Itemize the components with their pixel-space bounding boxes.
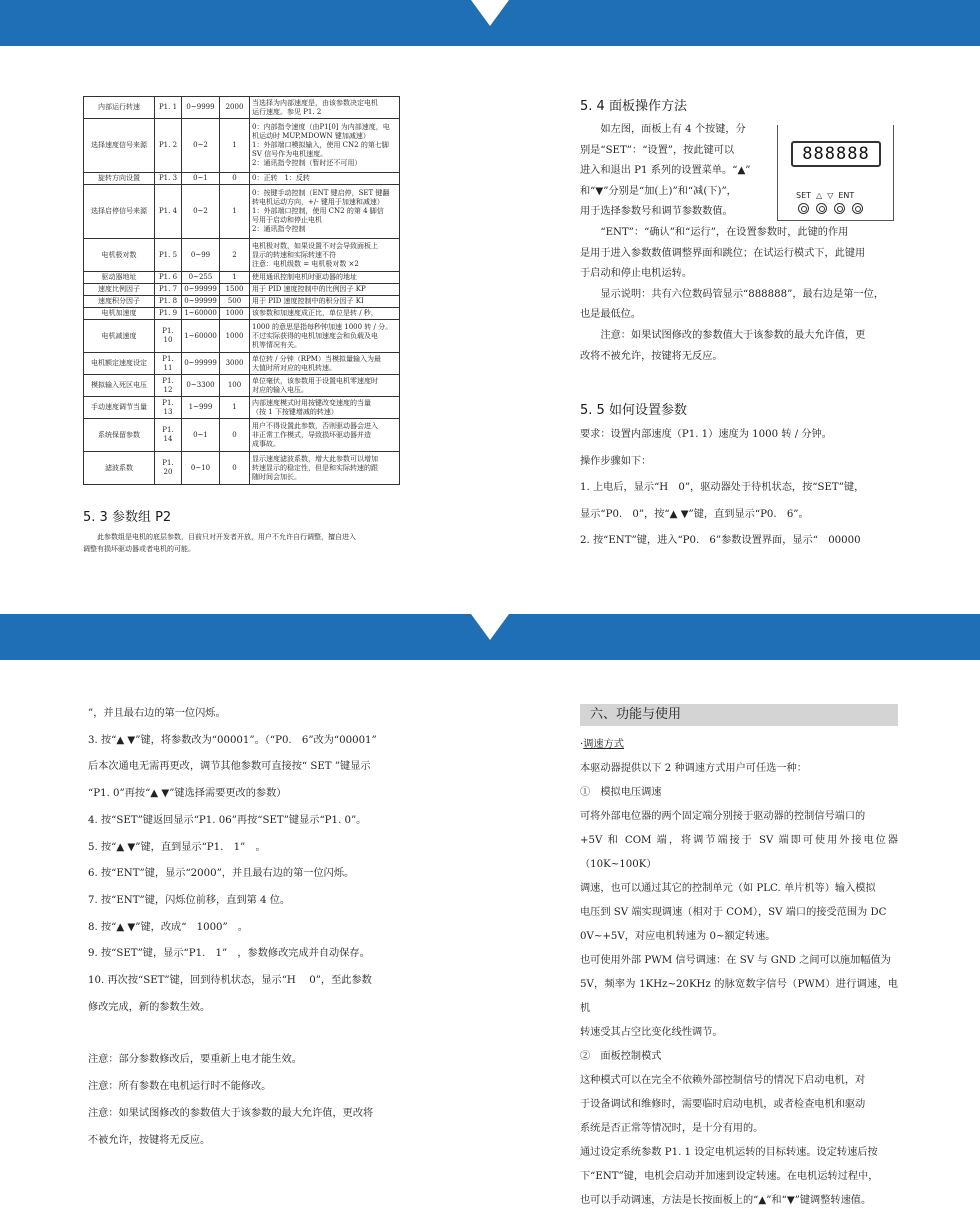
description-line: 0：按键手动控制（ENT 键启停，SET 键翻 [252,189,390,197]
text-line: 这种模式可以在完全不依赖外部控制信号的情况下启动电机，对 [580,1075,866,1086]
param-code-cell: P1. 3 [155,173,182,185]
text-line: 7. 按“ENT”键，闪烁位前移，直到第 4 位。 [88,894,291,906]
control-panel-figure [777,125,894,221]
param-code-cell: P1. 5 [155,239,182,272]
table-row [84,296,400,308]
param-code-cell: P1. 1 [155,97,182,119]
description-line: 单位毫伏，该参数用于设置电机零速度时 [252,376,378,385]
param-name-cell: 速度积分因子 [84,296,155,308]
param-code-cell: P1. 2 [155,119,182,173]
description-line: 单位转 / 分钟（RPM）当模拟量输入为最 [252,354,381,363]
text-line: 也可以手动调速，方法是长按面板上的“▲”和“▼”键调整转速值。 [580,1195,872,1206]
description-line: （按 1 下按键增减的转速） [252,407,338,416]
param-code-cell: P1. 13 [155,397,182,419]
note-line: 注意：如果试图修改的参数值大于该参数的最大允许值，更改将 [88,1107,374,1119]
text-line: 本驱动器提供以下 2 种调速方式用户可任选一种： [580,763,807,774]
text-line: ”，并且最右边的第一位闪烁。 [88,708,226,719]
table-row [84,353,400,375]
param-name-cell: 系统保留参数 [84,419,155,452]
description-line: 用于 PID 速度控制中的比例因子 KP [252,285,366,293]
down-button-icon [834,203,845,214]
param-code-cell: P1. 10 [155,320,182,353]
param-description-cell [250,452,400,485]
steps-list [88,701,406,1021]
table-row [84,375,400,397]
table-row [84,397,400,419]
text-line: 5. 按“▲ ▼”键，直到显示“P1. 1” 。 [88,841,266,853]
description-line: 转速显示的稳定性，但是和实际转速的跟 [252,463,378,472]
section-6-heading: 六、功能与使用 [580,704,898,726]
description-line: 注意：电机级数 = 电机极对数 ×2 [252,259,359,268]
description-line: 0：正转 1：反转 [252,174,310,182]
description-line: 运行速度。参见 P1. 2 [252,107,322,116]
text-line: +5V 和 COM 端，将调节端接于 SV 端即可使用外接电位器（10K~100K） [580,835,898,870]
param-name-cell: 电机加速度 [84,308,155,320]
param-code-cell: P1. 12 [155,375,182,397]
text-line: 改将不被允许，按键将无反应。 [580,350,723,362]
param-name-cell: 电机额定速度设定 [84,353,155,375]
param-name-cell: 手动速度调节当量 [84,397,155,419]
header-notch [471,614,509,640]
param-description-cell [250,185,400,239]
param-code-cell: P1. 6 [155,272,182,284]
param-range-cell: 0~99999 [182,353,220,375]
param-description-cell [250,97,400,119]
description-line: 非正常工作模式，导致损坏驱动器并造 [252,430,371,439]
text-line: 是用于进入参数数值调整界面和跳位；在试运行模式下，此键用 [580,247,866,259]
header-notch [471,0,509,26]
param-default-cell: 2000 [220,97,250,119]
description-line: SV 信号作为电机速度。 [252,150,328,158]
notes [88,1047,406,1154]
description-line: 该参数和加速度成正比，单位是转 / 秒， [252,309,378,317]
table-row [84,239,400,272]
table-row [84,284,400,296]
param-code-cell: P1. 20 [155,452,182,485]
text-line: “P1. 0”再按“▲ ▼”键选择需要更改的参数） [88,788,287,800]
param-name-cell: 选择速度信号来源 [84,119,155,173]
text-line: “ENT”：“确认”和“运行”，在设置参数时，此键的作用 [600,226,849,238]
param-name-cell: 选择启停信号来源 [84,185,155,239]
description-line: 显示的转速和实际转速不符 [252,250,336,259]
text-line: 9. 按“SET”键，显示“P1. 1” ，参数修改完成并自动保存。 [88,948,370,960]
param-description-cell [250,375,400,397]
param-default-cell: 0 [220,419,250,452]
note-line: 注意：所有参数在电机运行时不能修改。 [88,1081,272,1093]
text-line: 操作步骤如下： [580,455,652,467]
param-name-cell: 旋转方向设置 [84,173,155,185]
param-range-cell: 0~9999 [182,97,220,119]
section-title: 5. 3 参数组 P2 [83,510,172,525]
top-header-bar [0,0,980,46]
param-name-cell: 模拟输入死区电压 [84,375,155,397]
description-line: 对应的输入电压。 [252,385,308,394]
param-range-cell: 1~999 [182,397,220,419]
param-default-cell: 1 [220,119,250,173]
description-line: 机运动时 MUP,MDOWN 键加减速） [252,132,370,140]
description-line: 2：通讯指令控制 [252,225,306,233]
param-description-cell [250,173,400,185]
bullet-text: 调速方式 [583,739,624,750]
text-line: 进入和退出 P1 系列的设置菜单。“▲” [580,165,751,177]
param-range-cell: 1~60000 [182,308,220,320]
text-line: 显示说明：共有六位数码管显示“888888”，最右边是第一位， [600,288,885,300]
param-code-cell: P1. 4 [155,185,182,239]
table-row [84,185,400,239]
param-range-cell: 0~1 [182,419,220,452]
description-line: 内部速度模式时用按键改变速度的当量 [252,398,371,407]
ent-description [580,223,898,367]
param-range-cell: 0~1 [182,173,220,185]
param-name-cell: 电机减速度 [84,320,155,353]
up-key-label: △ [816,191,823,200]
param-default-cell: 100 [220,375,250,397]
text-line: 系统是否正常等情况时，是十分有用的。 [580,1123,764,1134]
description-line: 机等情况有关。 [252,340,301,349]
note-line: 注意：部分参数修改后，要重新上电才能生效。 [88,1054,302,1066]
note-line: 不被允许，按键将无反应。 [88,1134,211,1146]
param-description-cell [250,284,400,296]
set-key-label: SET [796,191,812,200]
ent-button-icon [852,203,863,214]
parameter-table [83,96,400,485]
description-line: 用户不得设置此参数，否则驱动器会进入 [252,421,378,430]
param-code-cell: P1. 14 [155,419,182,452]
description-line: 2：通讯指令控制（暂时还不可用） [252,159,362,167]
text-line: 和“▼”分别是“加(上)”和“减(下)”， [580,185,737,197]
param-code-cell: P1. 7 [155,284,182,296]
param-default-cell: 0 [220,452,250,485]
text-line: 调速，也可以通过其它的控制单元（如 PLC. 单片机等）输入模拟 [580,883,876,894]
description-line: 当选择为内部速度是，由该参数决定电机 [252,98,378,107]
description-line: 成事故。 [252,439,280,448]
param-name-cell: 电机极对数 [84,239,155,272]
param-name-cell: 速度比例因子 [84,284,155,296]
param-default-cell: 2 [220,239,250,272]
table-row [84,308,400,320]
param-description-cell [250,419,400,452]
param-code-cell: P1. 9 [155,308,182,320]
param-default-cell: 1000 [220,320,250,353]
text-line: 如左图，面板上有 4 个按键，分 [600,124,746,135]
text-line: 10. 再次按“SET”键，回到待机状态，显示“H 0”，至此参数 [88,975,372,987]
param-default-cell: 1 [220,272,250,284]
description-line: 用于 PID 速度控制中的积分因子 KI [252,297,364,305]
text-line: 也是最低位。 [580,309,642,321]
param-default-cell: 0 [220,173,250,185]
param-range-cell: 1~60000 [182,320,220,353]
param-code-cell: P1. 11 [155,353,182,375]
table-row [84,119,400,173]
param-range-cell: 0~2 [182,185,220,239]
text-line: 8. 按“▲ ▼”键，改成“ 1000” 。 [88,921,249,933]
seven-segment-display: 888888 [791,141,881,167]
text-line: 于设备调试和维修时，需要临时启动电机，或者检查电机和驱动 [580,1099,866,1110]
bullet-line: ·调速方式 [580,739,624,750]
description-line: 随时间会加长。 [252,472,301,481]
text-line: 下“ENT”键，电机会启动并加速到设定转速。在电机运转过程中， [580,1171,879,1182]
param-description-cell [250,119,400,173]
description-line: 0：内部指令速度（由P1[0] 为内部速度，电 [252,123,390,131]
text-line: 显示“P0. 0”，按“▲ ▼”键，直到显示“P0. 6”。 [580,508,809,520]
param-description-cell [250,272,400,284]
param-name-cell: 滤波系数 [84,452,155,485]
section-title: 5. 5 如何设置参数 [580,403,687,418]
table-row [84,419,400,452]
param-range-cell: 0~10 [182,452,220,485]
section-text-line: 调整有损坏驱动器或者电机的可能。 [83,545,195,553]
param-range-cell: 0~3300 [182,375,220,397]
setup-steps [580,422,898,555]
description-line: 不过实际获得的电机加速度会和负载及电 [252,331,378,340]
param-range-cell: 0~99999 [182,284,220,296]
param-default-cell: 1 [220,185,250,239]
table-row [84,320,400,353]
param-range-cell: 0~2 [182,119,220,173]
description-line: 显示速度滤波系数，增大此参数可以增加 [252,454,378,463]
description-line: 转电机运动方向，+/- 键用于加速和减速） [252,198,384,206]
text-line: 修改完成，新的参数生效。 [88,1001,211,1013]
param-default-cell: 500 [220,296,250,308]
section-text-line: 此参数组是电机的底层参数，目前只对开发者开放，用户不允许自行调整，擅自进入 [97,533,356,541]
panel-key-labels [796,191,854,200]
ent-key-label: ENT [838,191,855,200]
text-line: ① 模拟电压调速 [580,787,662,798]
text-line: 后本次通电无需再更改，调节其他参数可直接按“ SET ”键显示 [88,761,371,773]
table-row [84,452,400,485]
table-row [84,97,400,119]
param-default-cell: 1500 [220,284,250,296]
text-line: 用于选择参数号和调节参数数值。 [580,206,733,218]
section-title: 5. 4 面板操作方法 [580,99,687,114]
param-description-cell [250,296,400,308]
text-line: 要求：设置内部速度（P1. 1）速度为 1000 转 / 分钟。 [580,429,832,440]
param-description-cell [250,397,400,419]
description-line: 1000 的意思是指每秒钟加速 1000 转 / 分。 [252,322,393,331]
text-line: 可将外部电位器的两个固定端分别接于驱动器的控制信号端口的 [580,811,866,822]
text-line: 通过设定系统参数 P1. 1 设定电机运转的目标转速。设定转速后按 [580,1147,878,1158]
param-description-cell [250,353,400,375]
text-line: 注意：如果试图修改的参数值大于该参数的最大允许值，更 [600,329,866,341]
description-line: 1：外部端口控制，使用 CN2 的第 4 脚信 [252,207,384,215]
text-line: 2. 按“ENT”键，进入“P0. 6”参数设置界面，显示“ 00000 [580,535,861,546]
text-line: ② 面板控制模式 [580,1051,662,1062]
steps-continued [88,701,406,1154]
section-6-body [580,733,898,1213]
param-description-cell [250,320,400,353]
text-line: 3. 按“▲ ▼”键，将参数改为“00001”。（“P0. 6”改为“00001” [88,734,377,746]
text-line: 于启动和停止电机运转。 [580,268,693,280]
table-row [84,272,400,284]
param-default-cell: 1000 [220,308,250,320]
middle-header-bar [0,614,980,660]
text-line: 也可使用外部 PWM 信号调速：在 SV 与 GND 之间可以施加幅值为 [580,955,891,966]
table-row [84,173,400,185]
param-range-cell: 0~99 [182,239,220,272]
param-range-cell: 0~99999 [182,296,220,308]
text-line: 1. 上电后，显示“H 0”，驱动器处于待机状态，按“SET”键， [580,482,865,493]
description-line: 电机极对数，如果设置不对会导致面板上 [252,241,378,250]
description-line: 1：外部端口模拟输入，使用 CN2 的第七脚 [252,141,389,149]
param-description-cell [250,239,400,272]
panel-buttons [798,203,863,214]
set-button-icon [798,203,809,214]
param-default-cell: 3000 [220,353,250,375]
description-line: 号用于启动和停止电机 [252,216,322,224]
panel-description [580,120,772,223]
down-key-label: ▽ [827,191,834,200]
param-description-cell [250,308,400,320]
param-name-cell: 驱动器地址 [84,272,155,284]
param-name-cell: 内部运行转速 [84,97,155,119]
up-button-icon [816,203,827,214]
param-range-cell: 0~255 [182,272,220,284]
section-5-5 [580,399,898,555]
text-line: 5V，频率为 1KHz~20KHz 的脉宽数字信号（PWM）进行调速，电机 [580,979,898,1014]
text-line: 0V~+5V，对应电机转速为 0~额定转速。 [580,931,776,942]
section-5-3 [83,506,403,555]
section-6 [580,733,898,1213]
description-line: 使用通讯控制电机时驱动器的地址 [252,273,357,281]
param-default-cell: 1 [220,397,250,419]
param-code-cell: P1. 8 [155,296,182,308]
description-line: 大值时所对应的电机转速。 [252,363,336,372]
text-line: 转速受其占空比变化线性调节。 [580,1027,723,1038]
text-line: 6. 按“ENT”键，显示“2000”，并且最右边的第一位闪烁。 [88,868,355,880]
text-line: 4. 按“SET”键返回显示“P1. 06”再按“SET”键显示“P1. 0”。 [88,814,367,826]
text-line: 别是“SET”：“设置”，按此键可以 [580,144,735,156]
parameter-table-wrapper [83,96,400,485]
text-line: 电压到 SV 端实现调速（相对于 COM），SV 端口的接受范围为 DC [580,907,887,918]
